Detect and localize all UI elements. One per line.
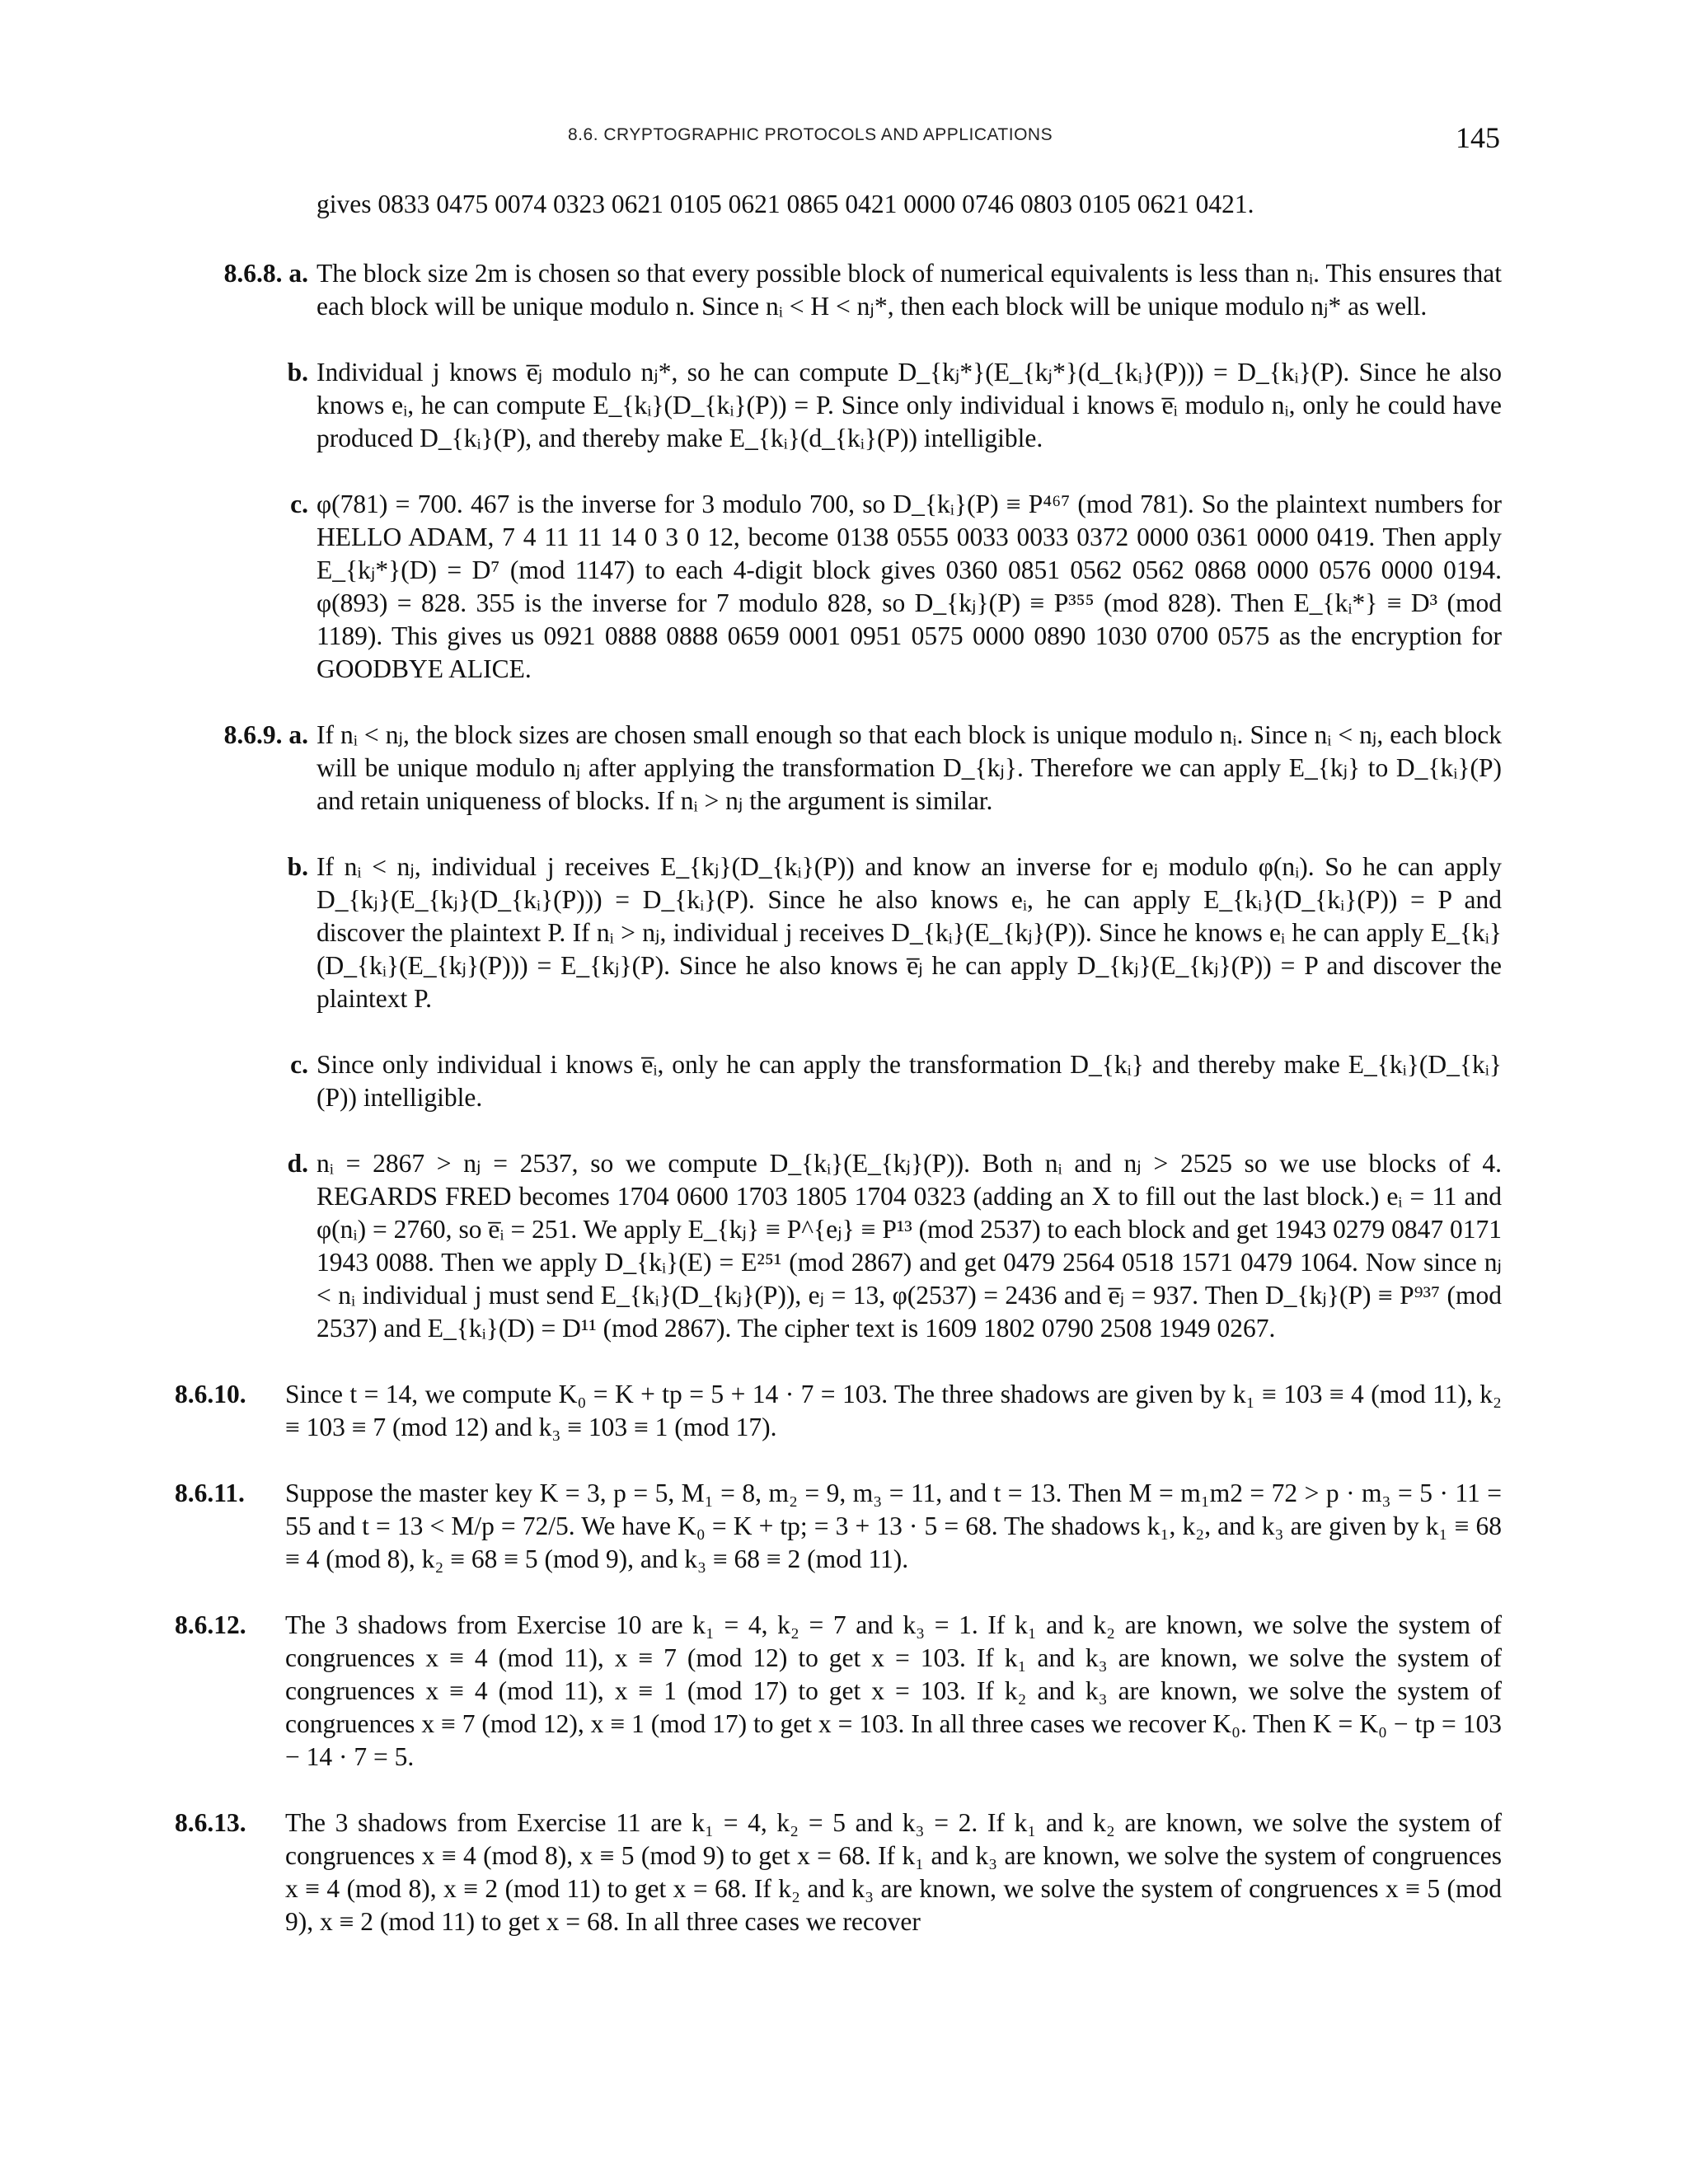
- exercise-part-text: Individual j knows e̅ⱼ modulo nⱼ*, so he can compute D_{kⱼ*}(E_{kⱼ*}(d_{kᵢ}(P))) = D_{kᵢ}(P). Since he also knows eᵢ, he can compute E_{kᵢ}(D_{kᵢ}(P)) = P. Since only individual i knows e̅ᵢ modulo nᵢ, only he could have produced D_{kᵢ}(P), and thereby make E_{kᵢ}(d_{kᵢ}(P)) intelligible.: [316, 358, 1502, 452]
- part-label: c.: [290, 1050, 308, 1079]
- exercise-8-6-12: [175, 1609, 1502, 1774]
- exercise-part: [175, 356, 1502, 455]
- exercise-text: Since t = 14, we compute K₀ = K + tp = 5 + 14 · 7 = 103. The three shadows are given by k₁ ≡ 103 ≡ 4 (mod 11), k₂ ≡ 103 ≡ 7 (mod 12) and k₃ ≡ 103 ≡ 1 (mod 17).: [285, 1380, 1502, 1441]
- part-label: d.: [287, 1149, 308, 1178]
- exercise-part-text: If nᵢ < nⱼ, the block sizes are chosen small enough so that each block is unique modulo nᵢ. Since nᵢ < nⱼ, each block will be unique modulo nⱼ after applying the transformation D_{kⱼ}. Therefore we can apply E_{kⱼ} to D_{kᵢ}(P) and retain uniqueness of blocks. If nᵢ > nⱼ the argument is similar.: [316, 720, 1502, 815]
- exercise-text: Suppose the master key K = 3, p = 5, M₁ = 8, m₂ = 9, m₃ = 11, and t = 13. Then M = m₁m2 = 72 > p · m₃ = 5 · 11 = 55 and t = 13 < M/p = 72/5. We have K₀ = K + tp; = 3 + 13 · 5 = 68. The shadows k₁, k₂, and k₃ are given by k₁ ≡ 68 ≡ 4 (mod 8), k₂ ≡ 68 ≡ 5 (mod 9), and k₃ ≡ 68 ≡ 2 (mod 11).: [285, 1479, 1502, 1573]
- exercise-label: 8.6.8. a.: [223, 259, 308, 288]
- page-number: 145: [1456, 121, 1500, 154]
- exercise-part: [175, 488, 1502, 686]
- running-title: 8.6. CRYPTOGRAPHIC PROTOCOLS AND APPLICATIONS: [568, 125, 1053, 144]
- exercise-part: [175, 1048, 1502, 1114]
- exercise-text: The 3 shadows from Exercise 11 are k₁ = 4, k₂ = 5 and k₃ = 2. If k₁ and k₂ are known, we solve the system of congruences x ≡ 4 (mod 8), x ≡ 5 (mod 9) to get x = 68. If k₁ and k₃ are known, we solve the system of congruences x ≡ 4 (mod 8), x ≡ 2 (mod 11) to get x = 68. If k₂ and k₃ are known, we solve the system of congruences x ≡ 5 (mod 9), x ≡ 2 (mod 11) to get x = 68. In all three cases we recover: [285, 1808, 1502, 1936]
- exercise-part-text: The block size 2m is chosen so that every possible block of numerical equivalents is less than nᵢ. This ensures that each block will be unique modulo n. Since nᵢ < H < nⱼ*, then each block will be unique modulo nⱼ* as well.: [316, 259, 1502, 321]
- exercise-part: [175, 257, 1502, 323]
- exercise-8-6-10: [175, 1378, 1502, 1444]
- page-body: [175, 188, 1502, 1971]
- exercise-part-text: If nᵢ < nⱼ, individual j receives E_{kⱼ}(D_{kᵢ}(P)) and know an inverse for eⱼ modulo φ(nᵢ). So he can apply D_{kⱼ}(E_{kⱼ}(D_{kᵢ}(P))) = D_{kᵢ}(P). Since he also knows eᵢ, he can apply E_{kᵢ}(D_{kᵢ}(P)) = P and discover the plaintext P. If nᵢ > nⱼ, individual j receives D_{kᵢ}(E_{kⱼ}(P)). Since he knows eᵢ he can apply E_{kᵢ}(D_{kᵢ}(E_{kⱼ}(P))) = E_{kⱼ}(P). Since he also knows e̅ⱼ he can apply D_{kⱼ}(E_{kⱼ}(P)) = P and discover the plaintext P.: [316, 852, 1502, 1013]
- continuation-line: gives 0833 0475 0074 0323 0621 0105 0621 0865 0421 0000 0746 0803 0105 0621 0421.: [316, 190, 1254, 218]
- exercise-part: [175, 851, 1502, 1015]
- exercise-label: 8.6.10.: [175, 1380, 246, 1408]
- exercise-part-text: φ(781) = 700. 467 is the inverse for 3 modulo 700, so D_{kᵢ}(P) ≡ P⁴⁶⁷ (mod 781). So the plaintext numbers for HELLO ADAM, 7 4 11 11 14 0 3 0 12, become 0138 0555 0033 0033 0372 0000 0361 0000 0419. Then apply E_{kⱼ*}(D) = D⁷ (mod 1147) to each 4-digit block gives 0360 0851 0562 0562 0868 0000 0576 0000 0194. φ(893) = 828. 355 is the inverse for 7 modulo 828, so D_{kⱼ}(P) ≡ P³⁵⁵ (mod 828). Then E_{kᵢ*} ≡ D³ (mod 1189). This gives us 0921 0888 0888 0659 0001 0951 0575 0000 0890 1030 0700 0575 as the encryption for GOODBYE ALICE.: [316, 490, 1502, 683]
- exercise-part-text: nᵢ = 2867 > nⱼ = 2537, so we compute D_{kᵢ}(E_{kⱼ}(P)). Both nᵢ and nⱼ > 2525 so we use blocks of 4. REGARDS FRED becomes 1704 0600 1703 1805 1704 0323 (adding an X to fill out the last block.) eᵢ = 11 and φ(nᵢ) = 2760, so e̅ᵢ = 251. We apply E_{kⱼ} ≡ P^{eⱼ} ≡ P¹³ (mod 2537) to each block and get 1943 0279 0847 0171 1943 0088. Then we apply D_{kᵢ}(E) = E²⁵¹ (mod 2867) and get 0479 2564 0518 1571 0479 1064. Now since nⱼ < nᵢ individual j must send E_{kᵢ}(D_{kⱼ}(P)), eⱼ = 13, φ(2537) = 2436 and e̅ⱼ = 937. Then D_{kⱼ}(P) ≡ P⁹³⁷ (mod 2537) and E_{kᵢ}(D) = D¹¹ (mod 2867). The cipher text is 1609 1802 0790 2508 1949 0267.: [316, 1149, 1502, 1343]
- part-label: c.: [290, 490, 308, 518]
- exercise-label: 8.6.9. a.: [223, 720, 308, 749]
- part-label: b.: [287, 358, 308, 387]
- exercise-8-6-11: [175, 1477, 1502, 1576]
- exercise-part: [175, 1147, 1502, 1345]
- exercise-8-6-9: [175, 719, 1502, 1345]
- exercise-label: 8.6.13.: [175, 1808, 246, 1837]
- exercise-label: 8.6.11.: [175, 1479, 245, 1507]
- exercise-part: [175, 719, 1502, 818]
- exercise-text: The 3 shadows from Exercise 10 are k₁ = 4, k₂ = 7 and k₃ = 1. If k₁ and k₂ are known, we solve the system of congruences x ≡ 4 (mod 11), x ≡ 7 (mod 12) to get x = 103. If k₁ and k₃ are known, we solve the system of congruences x ≡ 4 (mod 11), x ≡ 1 (mod 17) to get x = 103. If k₂ and k₃ are known, we solve the system of congruences x ≡ 7 (mod 12), x ≡ 1 (mod 17) to get x = 103. In all three cases we recover K₀. Then K = K₀ − tp = 103 − 14 · 7 = 5.: [285, 1610, 1502, 1771]
- exercise-label: 8.6.12.: [175, 1610, 246, 1639]
- exercise-8-6-8: [175, 257, 1502, 686]
- part-label: b.: [287, 852, 308, 881]
- exercise-8-6-13: [175, 1807, 1502, 1938]
- exercise-part-text: Since only individual i knows e̅ᵢ, only he can apply the transformation D_{kᵢ} and thereby make E_{kᵢ}(D_{kᵢ}(P)) intelligible.: [316, 1050, 1502, 1112]
